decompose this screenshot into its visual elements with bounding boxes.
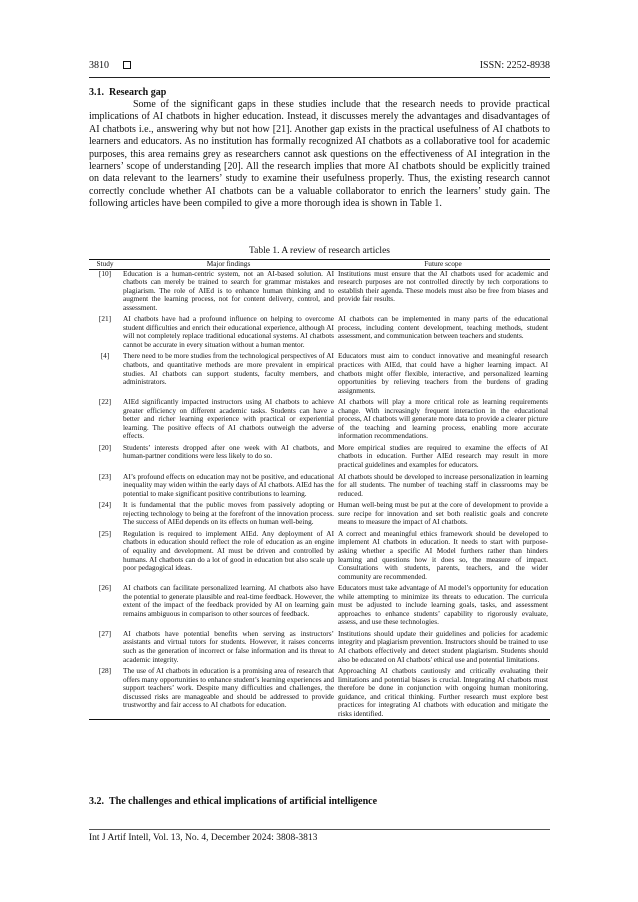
section-number: 3.1.: [89, 87, 104, 98]
future-cell: Human well-being must be put at the core of development to provide a sure recipe for innovation and set both realistic goals and concrete means to measure the impact of AI chatbots.: [338, 500, 548, 527]
page-number: 3810: [89, 60, 109, 71]
table-row: [89, 444, 550, 473]
findings-cell: Regulation is required to implement AIEd. Any deployment of AI chatbots in education should reflect the role of education as an engine of equality and development. AI must be driven and controlled by humans. AI chatbots can do a lot of good in education but also scale up poor pedagogical ideas.: [123, 528, 334, 573]
future-cell: AI chatbots should be developed to increase personalization in learning for all students. The number of teaching staff in classrooms may be reduced.: [338, 471, 548, 498]
section-heading-2: [89, 796, 377, 807]
section-title: Research gap: [109, 87, 167, 98]
table-row: [89, 584, 550, 630]
section2-number: 3.2.: [89, 796, 104, 807]
paragraph-text: Some of the significant gaps in these studies include that the research needs to provide practical implications of AI chatbots in higher education. Instead, it discusses merely the advantages and disadvantages of AI chatbots i.e., answering why but not how [21]. Another gap exists in the practical usefulness of AI chatbots to learners and educators. As no institution has formally recognized AI chatbots as a collaborative tool for academic purposes, this area remains grey as researchers cannot ask questions on the effectiveness of AI integration in the learners’ scope of understanding [20]. All the research implies that more AI chatbots should be explicitly trained on data relevant to the learners’ study to examine their usefulness properly. Thus, the existing research cannot correctly conclude whether AI chatbots can be a valuable collaborator to enrich the learners’ study gain. The following articles have been compiled to give a more thorough idea is shown in Table 1.: [89, 99, 550, 210]
column-header-findings: Major findings: [121, 260, 336, 270]
study-cell: [10]: [98, 268, 112, 278]
future-cell: Approaching AI chatbots cautiously and critically evaluating their limitations and potential biases is crucial. Integrating AI chatbots must therefore be done in conjunction with ongoing human monitoring, guidance, and critical thinking. Further research must explore best practices for integrating AI chatbots with education and mitigate the risks identified.: [336, 667, 550, 720]
study-cell: [27]: [98, 628, 112, 638]
future-cell: AI chatbots will play a more critical role as learning requirements change. With increasingly frequent interaction in the educational process, AI chatbots will generate more data to provide a clearer picture of the teaching and learning process, enabling more accurate information recommendations.: [338, 397, 548, 441]
table-row: [89, 630, 550, 667]
study-cell: [28]: [89, 667, 121, 720]
future-cell: Educators must take advantage of AI model’s opportunity for education while attempting to minimize its threats to education. The curricula must be adjusted to include learning goals, tasks, and assessment approaches to enhance students’ capability to rigorously evaluate, assess, and use these technologies.: [338, 583, 548, 627]
table-row: [89, 269, 550, 315]
findings-cell: AI chatbots can facilitate personalized learning. AI chatbots also have the potential to generate plausible and real-time feedback. However, the extent of the impact of the feedback provided by AI on learning gain remains ambiguous in comparison to other sources of feedback.: [123, 583, 334, 618]
study-cell: [23]: [98, 471, 112, 481]
body-paragraph: [89, 99, 550, 211]
header-rule: [89, 77, 550, 78]
future-cell: Institutions should update their guidelines and policies for academic integrity and plagiarism prevention. Instructors should be trained to use AI chatbots effectively and detect student plagiarism. Students should also be educated on AI chatbots' ethical use and potential limitations.: [338, 628, 548, 664]
findings-cell: AIEd significantly impacted instructors using AI chatbots to achieve greater efficiency on different academic tasks. Students can have a better and richer learning experience with practical or experiential learning. The positive effects of AI chatbots outweigh the adverse effects.: [123, 397, 334, 441]
table-row: [89, 398, 550, 444]
study-cell: [4]: [100, 351, 110, 361]
table-row: [89, 530, 550, 584]
table-row: [89, 473, 550, 502]
findings-cell: AI chatbots have had a profound influence on helping to overcome student difficulties and enrich their educational experience, although AI will not completely replace traditional educational systems. AI chatbots cannot be accurate in every situation without a human mentor.: [123, 314, 334, 349]
table-row: [89, 667, 550, 720]
checkbox-square-icon: [123, 61, 131, 69]
table-row: [89, 352, 550, 398]
future-cell: More empirical studies are required to examine the effects of AI chatbots in education. Further AIEd research may result in more practical guidelines and examples for educators.: [338, 442, 548, 470]
study-cell: [20]: [98, 442, 112, 452]
section2-title: The challenges and ethical implications of artificial intelligence: [109, 796, 378, 807]
footer-rule: [89, 829, 550, 830]
future-cell: A correct and meaningful ethics framework should be developed to implement AI chatbots in education. It needs to start with purpose-asking whether a specific AI Model furthers rather than hinders learning and questions how it does so, the measure of impact. Consultations with students, parents, teachers, and the wider community are recommended.: [338, 528, 548, 581]
study-cell: [21]: [98, 314, 112, 324]
table-row: [89, 501, 550, 530]
study-cell: [22]: [98, 397, 112, 407]
findings-cell: AI’s profound effects on education may not be positive, and educational inequality may widen within the early days of AI chatbots. AIEd has the potential to make significant positive contributions to learning.: [123, 471, 334, 498]
review-table: [89, 259, 550, 720]
future-cell: Educators must aim to conduct innovative and meaningful research practices with AIEd, that could have a higher learning impact. AI chatbots might offer flexible, interactive, and personalized learning opportunities by relieving teachers from the burdens of grading assignments.: [338, 351, 548, 395]
column-header-future: Future scope: [336, 260, 550, 270]
findings-cell: The use of AI chatbots in education is a promising area of research that offers many opportunities to enhance student’s learning experiences and support teachers’ work. Despite many difficulties and challenges, the discussed risks are manageable and should be addressed to provide trustworthy and fair access to AI chatbots for education.: [121, 667, 336, 720]
section-heading: [89, 87, 166, 98]
study-cell: [26]: [98, 583, 112, 593]
table-caption: Table 1. A review of research articles: [249, 246, 390, 256]
findings-cell: It is fundamental that the public moves from passively adopting or rejecting technology to being at the forefront of the innovation process. The success of AIEd depends on its effects on human well-being.: [123, 500, 334, 527]
future-cell: Institutions must ensure that the AI chatbots used for academic and research purposes are not controlled directly by tech corporations to establish their agenda. These models must also be free from biases and provide fair results.: [338, 268, 548, 304]
findings-cell: Students’ interests dropped after one week with AI chatbots, and human-partner conditions were less likely to do so.: [123, 442, 334, 461]
running-header: [89, 60, 550, 74]
study-cell: [24]: [98, 500, 112, 510]
column-header-study: Study: [89, 260, 121, 270]
findings-cell: Education is a human-centric system, not an AI-based solution. AI chatbots can merely be trained to search for grammar mistakes and plagiarism. The role of AIEd is to enhance human thinking and to augment the learning process, not for content delivery, control, and assessment.: [123, 268, 334, 312]
future-cell: AI chatbots can be implemented in many parts of the educational process, including content development, teaching methods, student assessment, and communication between teachers and students.: [338, 314, 548, 341]
findings-cell: There need to be more studies from the technological perspectives of AI chatbots, and quantitative methods are more prevalent in empirical studies. AI chatbots can support students, faculty members, and administrators.: [123, 351, 334, 387]
journal-footer: Int J Artif Intell, Vol. 13, No. 4, December 2024: 3808-3813: [89, 833, 318, 843]
issn-label: ISSN: 2252-8938: [479, 60, 550, 71]
table-row: [89, 315, 550, 352]
table-header-row: [89, 260, 550, 270]
study-cell: [25]: [98, 528, 112, 538]
findings-cell: AI chatbots have potential benefits when serving as instructors’ assistants and virtual tutors for students. However, it raises concerns such as the generation of incorrect or false information and its threat to academic integrity.: [123, 628, 334, 664]
